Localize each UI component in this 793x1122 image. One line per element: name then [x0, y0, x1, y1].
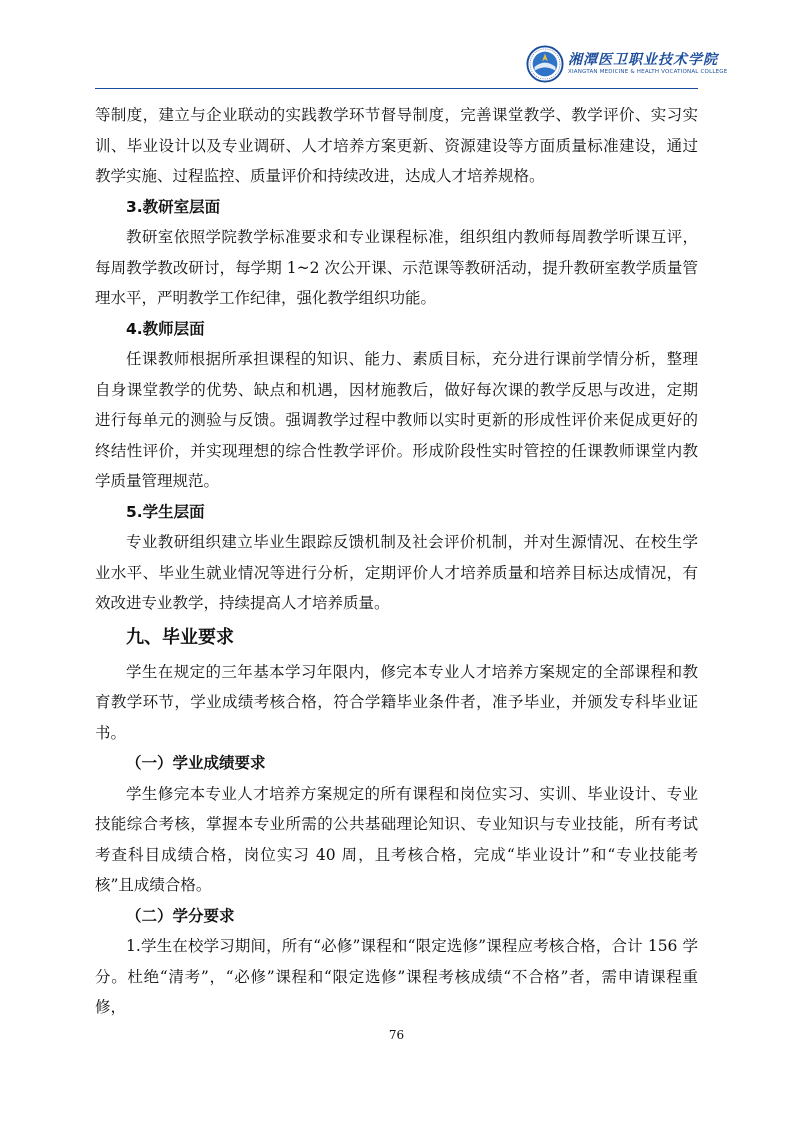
paragraph-student-level: 专业教研组织建立毕业生跟踪反馈机制及社会评价机制，并对生源情况、在校生学业水平、毕业生就业情况等进行分析，定期评价人才培养质量和培养目标达成情况，有效改进专业教学，持续提高人才培养质量。	[95, 533, 698, 612]
subheading-academic-performance: （一）学业成绩要求	[126, 754, 266, 772]
paragraph-credits: 1.学生在校学习期间，所有“必修”课程和“限定选修”课程应考核合格，合计 156 学分。杜绝“清考”，“必修”课程和“限定选修”课程考核成绩“不合格”者，需申请课程重修，	[95, 937, 698, 1016]
school-emblem-icon	[526, 45, 564, 83]
subheading-credits: （二）学分要求	[126, 906, 235, 925]
school-logo	[526, 44, 727, 84]
paragraph-teaching-office: 教研室依照学院教学标准要求和专业课程标准，组织组内教师每周教学听课互评，每周教学教改研讨，每学期 1~2 次公开课、示范课等教研活动，提升教研室教学质量管理水平，严明教学工作纪律，强化教学组织功能。	[95, 228, 698, 307]
paragraph-teacher-level: 任课教师根据所承担课程的知识、能力、素质目标，充分进行课前学情分析，整理自身课堂教学的优势、缺点和机遇，因材施教后，做好每次课的教学反思与改进，定期进行每单元的测验与反馈。强调教学过程中教师以实时更新的形成性评价来促成更好的终结性评价，并实现理想的综合性教学评价。形成阶段性实时管控的任课教师课堂内教学质量管理规范。	[95, 350, 698, 490]
heading-teacher-level: 4.教师层面	[126, 319, 205, 338]
heading-teaching-office: 3.教研室层面	[126, 197, 221, 216]
school-name-en: XIANGTAN MEDICINE & HEALTH VOCATIONAL COLLEGE	[568, 69, 728, 75]
paragraph-continued: 等制度，建立与企业联动的实践教学环节督导制度，完善课堂教学、教学评价、实习实训、毕业设计以及专业调研、人才培养方案更新、资源建设等方面质量标准建设，通过教学实施、过程监控、质量评价和持续改进，达成人才培养规格。	[95, 106, 698, 185]
header-divider	[95, 88, 698, 89]
page-number: 76	[388, 1028, 405, 1042]
paragraph-academic-performance: 学生修完本专业人才培养方案规定的所有课程和岗位实习、实训、毕业设计、专业技能综合考核，掌握本专业所需的公共基础理论知识、专业知识与专业技能，所有考试考查科目成绩合格，岗位实习 40 周，且考核合格，完成“毕业设计”和“专业技能考核”且成绩合格。	[95, 784, 698, 894]
heading-student-level: 5.学生层面	[126, 502, 205, 521]
paragraph-graduation: 学生在规定的三年基本学习年限内，修完本专业人才培养方案规定的全部课程和教育教学环节，学业成绩考核合格，符合学籍毕业条件者，准予毕业，并颁发专科毕业证书。	[95, 662, 698, 742]
school-name-cn: 湘潭医卫职业技术学院	[568, 52, 718, 68]
document-body	[95, 100, 698, 1023]
section-title-graduation: 九、毕业要求	[126, 626, 234, 648]
